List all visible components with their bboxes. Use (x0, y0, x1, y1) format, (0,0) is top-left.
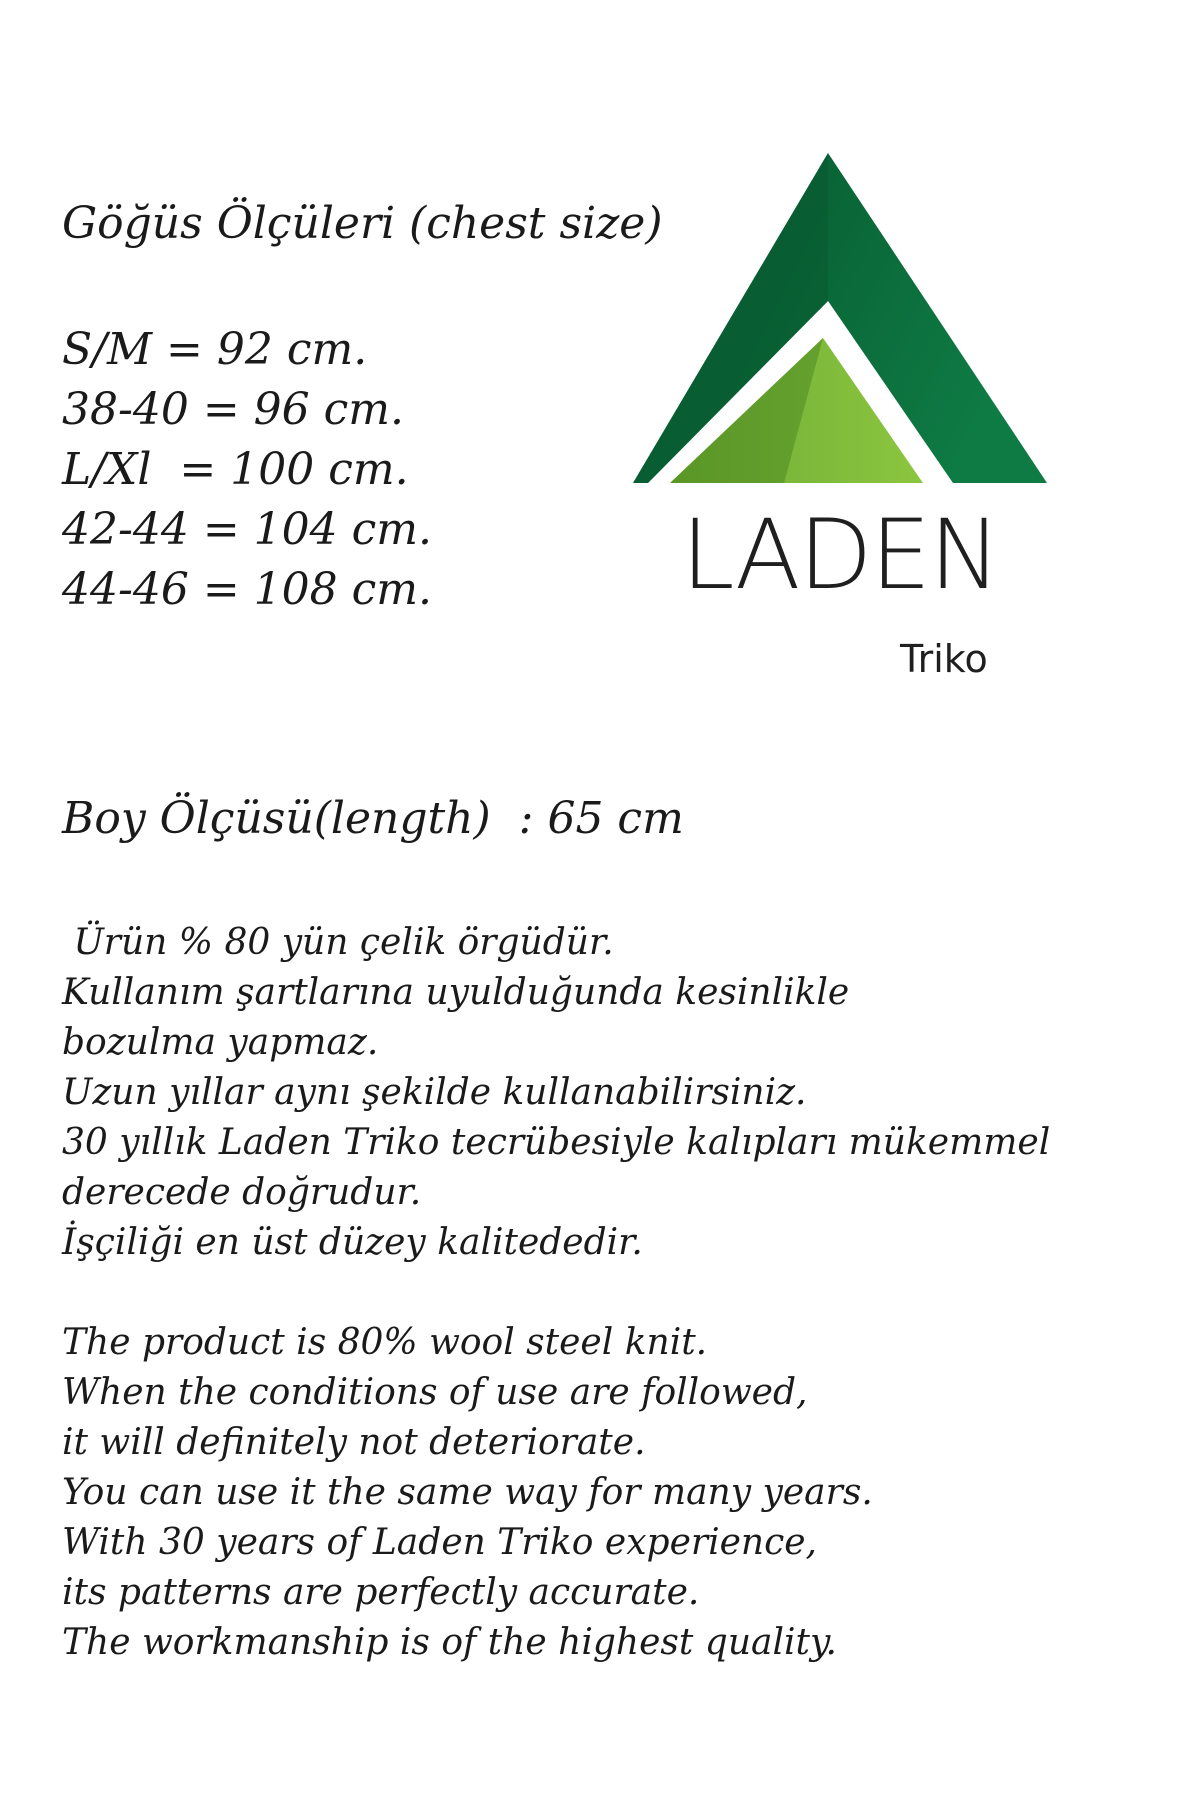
description-line: When the conditions of use are followed, (62, 1372, 808, 1413)
size-item: L/Xl = 100 cm. (62, 444, 409, 495)
mountain-logo-icon (600, 140, 1080, 500)
chest-size-list (62, 320, 432, 620)
description-turkish (62, 918, 1050, 1268)
description-line: Ürün % 80 yün çelik örgüdür. (62, 922, 614, 963)
description-line: derecede doğrudur. (62, 1172, 422, 1213)
brand-logo (600, 140, 1080, 700)
size-item: 44-46 = 108 cm. (62, 564, 433, 615)
description-line: The product is 80% wool steel knit. (62, 1322, 708, 1363)
description-line: Uzun yıllar aynı şekilde kullanabilirsiniz. (62, 1072, 807, 1113)
brand-name: LADEN (681, 499, 999, 611)
size-item: 42-44 = 104 cm. (62, 504, 433, 555)
chest-size-title: Göğüs Ölçüleri (chest size) (62, 198, 663, 249)
description-line: Kullanım şartlarına uyulduğunda kesinlikle (62, 972, 850, 1013)
size-item: S/M = 92 cm. (62, 324, 368, 375)
size-item: 38-40 = 96 cm. (62, 384, 405, 435)
length-measurement: Boy Ölçüsü(length) : 65 cm (62, 793, 684, 844)
description-line: it will definitely not deteriorate. (62, 1422, 646, 1463)
description-line: İşçiliği en üst düzey kalitededir. (62, 1222, 643, 1263)
description-line: With 30 years of Laden Triko experience, (62, 1522, 817, 1563)
brand-subtitle: Triko (900, 637, 988, 681)
description-line: You can use it the same way for many years. (62, 1472, 873, 1513)
description-line: bozulma yapmaz. (62, 1022, 379, 1063)
description-english (62, 1318, 873, 1668)
description-line: its patterns are perfectly accurate. (62, 1572, 700, 1613)
description-line: 30 yıllık Laden Triko tecrübesiyle kalıpları mükemmel (62, 1122, 1051, 1163)
description-line: The workmanship is of the highest quality. (62, 1622, 837, 1663)
